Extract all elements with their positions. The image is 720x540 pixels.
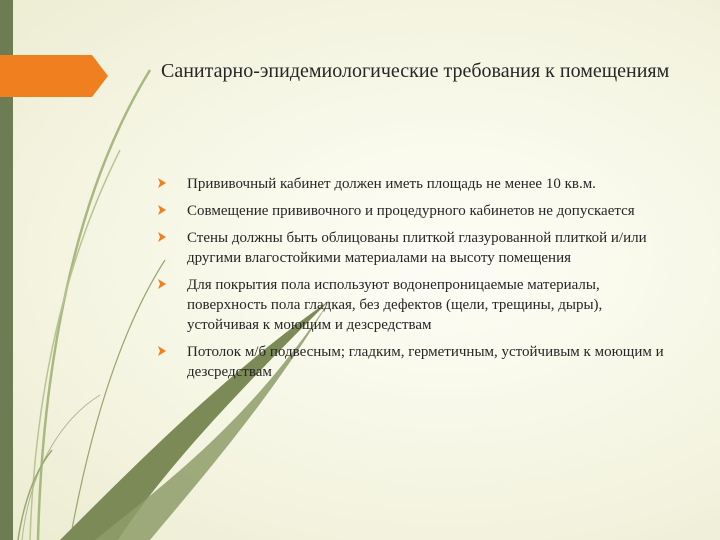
arrow-bullet-icon [158, 279, 166, 289]
bullet-item [158, 201, 678, 221]
slide-title: Санитарно-эпидемиологические требования к помещениям [161, 60, 670, 82]
bullet-text: Потолок м/б подвесным; гладким, герметичным, устойчивым к моющим и дезсредствам [187, 344, 664, 380]
bullet-list [158, 174, 678, 389]
arrow-bullet-icon [158, 346, 166, 356]
bullet-item [158, 174, 678, 194]
bullet-item [158, 228, 678, 268]
arrow-bullet-icon [158, 178, 166, 188]
bullet-item [158, 342, 678, 382]
arrow-bullet-icon [158, 205, 166, 215]
bullet-item [158, 275, 678, 335]
bullet-text: Совмещение прививочного и процедурного кабинетов не допускается [187, 203, 635, 219]
bullet-text: Стены должны быть облицованы плиткой глазурованной плиткой и/или другими влагостойкими материалами на высоту помещения [187, 230, 647, 266]
bullet-text: Прививочный кабинет должен иметь площадь не менее 10 кв.м. [187, 176, 596, 192]
title-accent-tab [0, 55, 108, 97]
bullet-text: Для покрытия пола используют водонепроницаемые материалы, поверхность пола гладкая, без дефектов (щели, трещины, дыры), устойчивая к моющим и дезсредствам [187, 277, 603, 333]
arrow-bullet-icon [158, 232, 166, 242]
